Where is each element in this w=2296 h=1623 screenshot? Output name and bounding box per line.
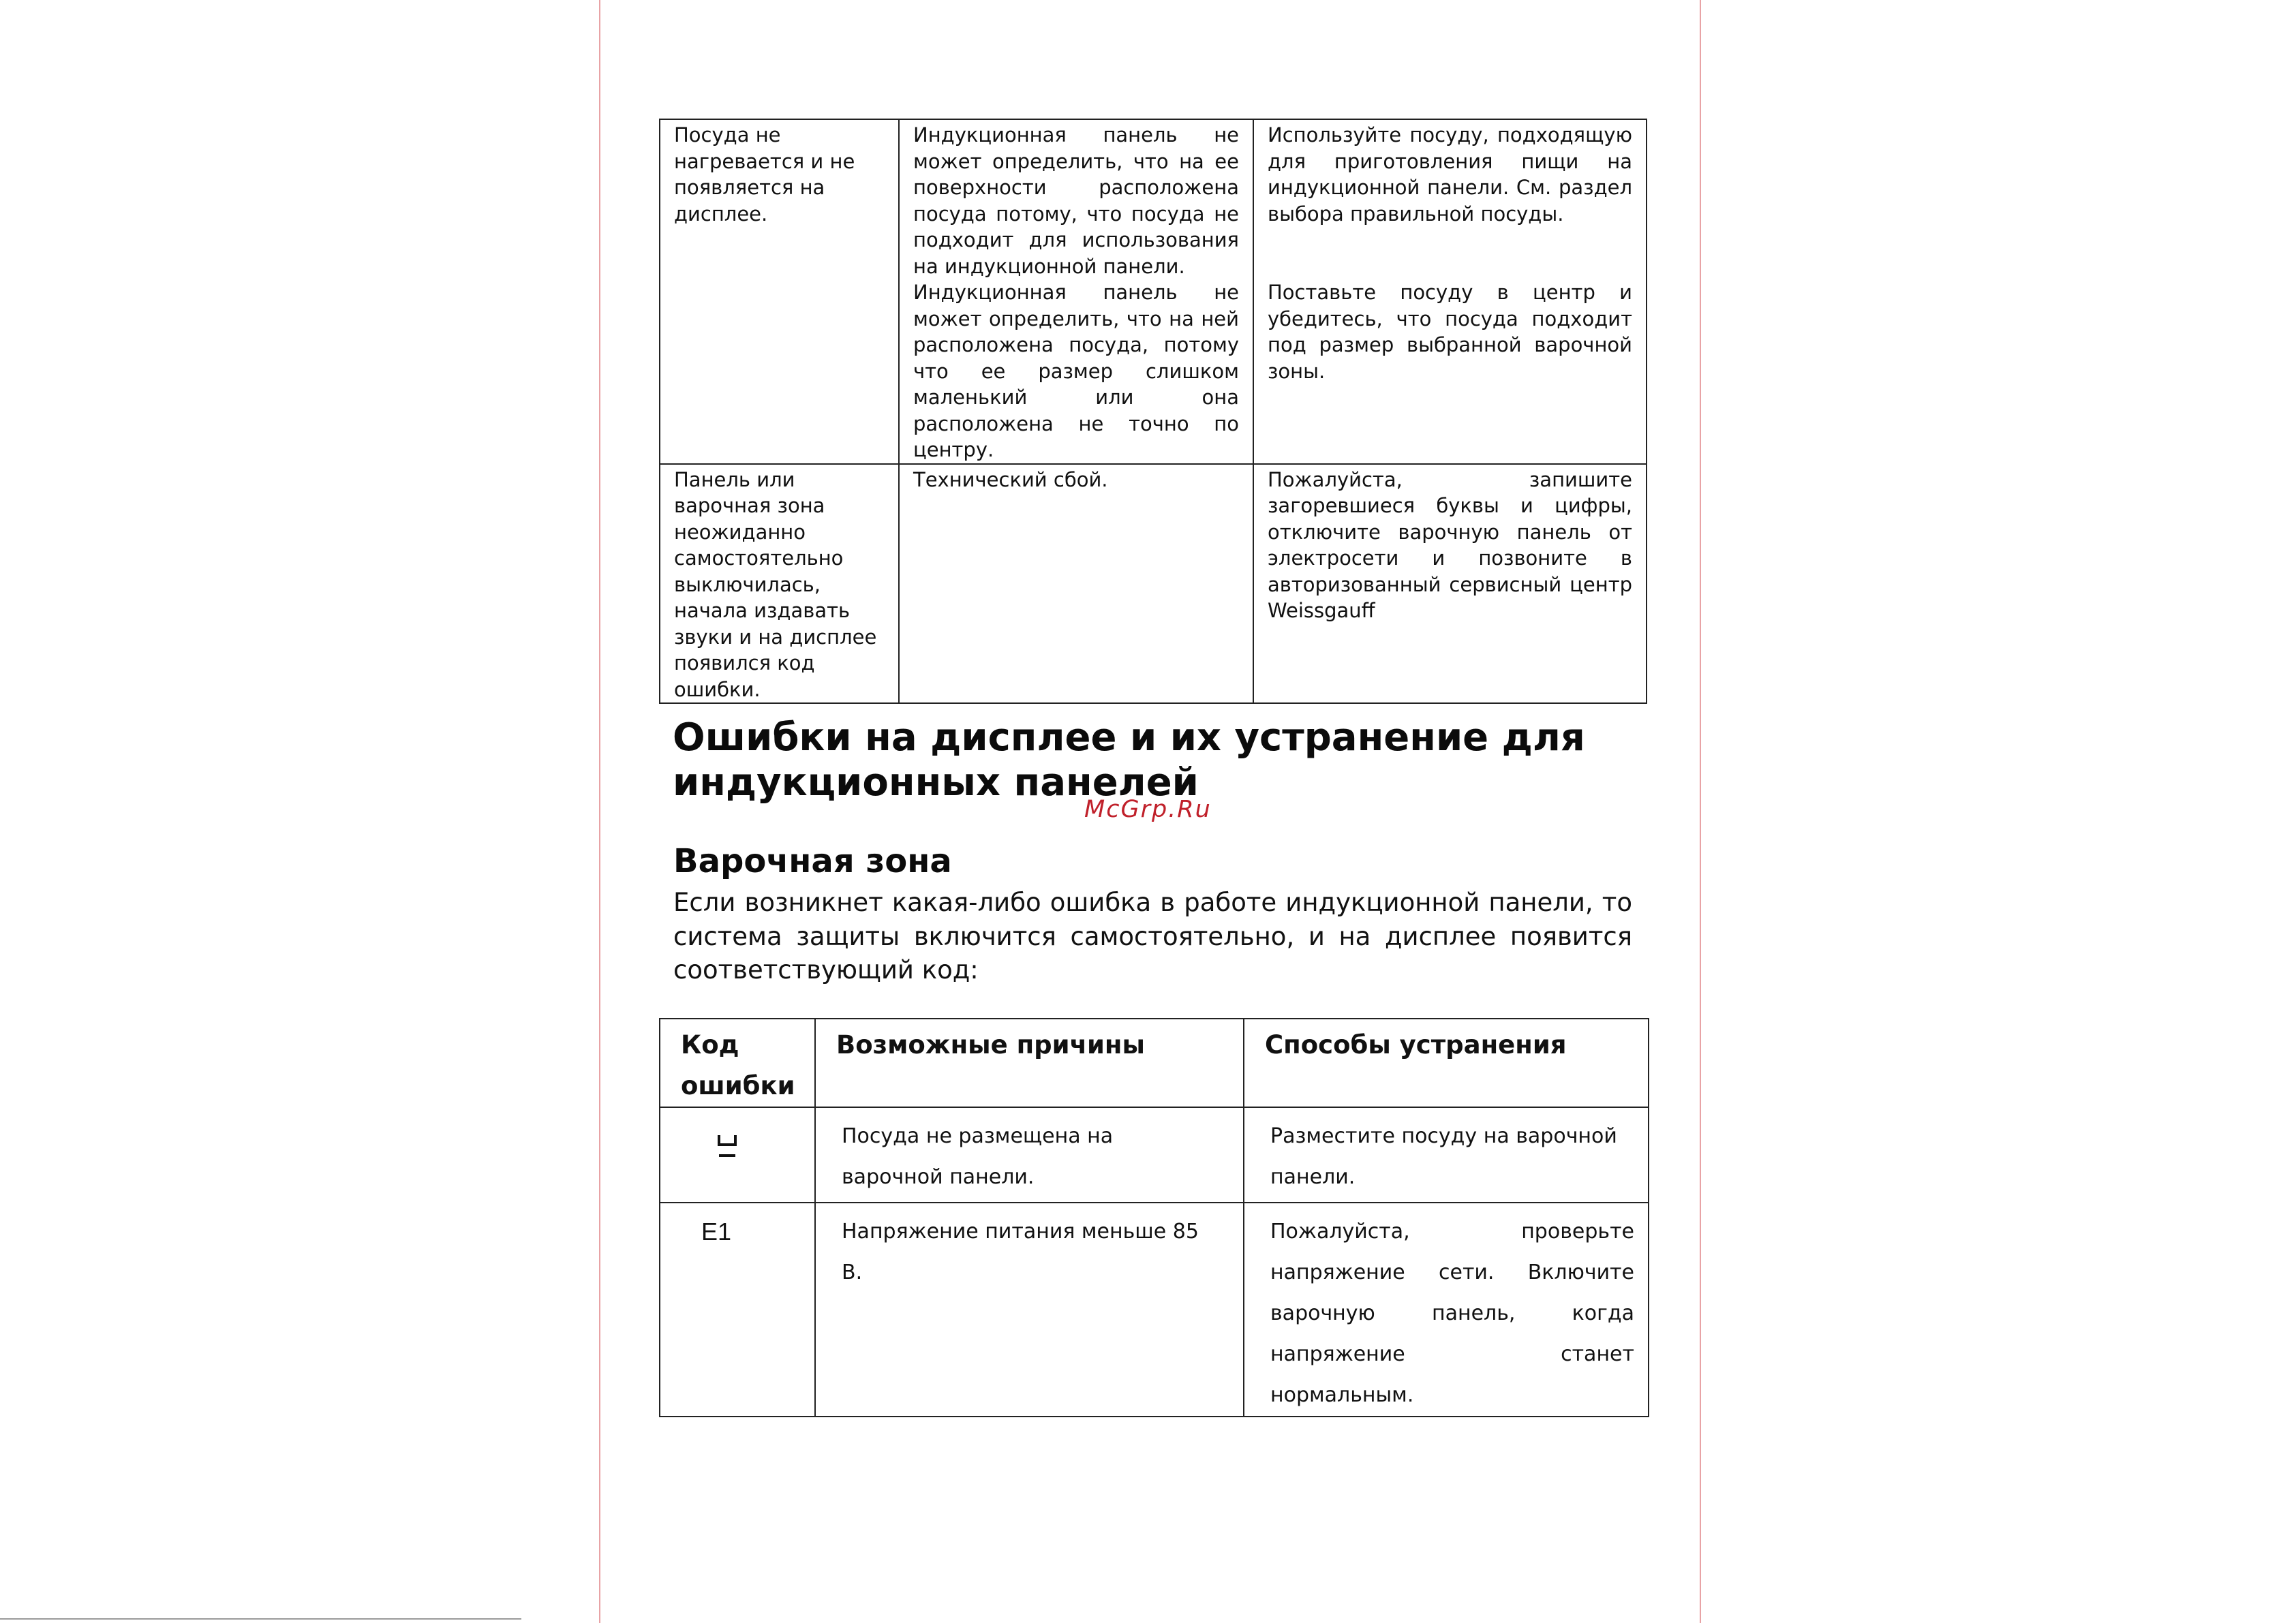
- table-row: [660, 464, 1647, 704]
- cause-cell: Напряжение питания меньше 85 В.: [815, 1203, 1244, 1417]
- solution-text: Поставьте посуду в центр и убедитесь, что посуда подходит под размер выбранной варочной зоны.: [1268, 281, 1632, 383]
- solution-cell: [1253, 464, 1647, 704]
- cause-text: Индукционная панель не может определить, что на ней расположена посуда, потому что ее размер слишком маленький или она расположена не точно по центру.: [913, 281, 1239, 461]
- intro-paragraph: Если возникнет какая-либо ошибка в работе индукционной панели, то система защиты включится самостоятельно, и на дисплее появится соответствующий код:: [673, 888, 1632, 985]
- seven-segment-u-icon: [715, 1128, 742, 1162]
- header-code: Код ошибки: [660, 1019, 815, 1107]
- header-solutions: Способы устранения: [1244, 1019, 1649, 1107]
- bottom-divider: [0, 1618, 521, 1620]
- error-code-cell: E1: [660, 1203, 815, 1417]
- subsection-title: Варочная зона: [673, 842, 952, 880]
- solution-cell: [1253, 119, 1647, 464]
- troubleshooting-table: [659, 119, 1647, 704]
- problem-text: Посуда не нагревается и не появляется на дисплее.: [674, 123, 855, 226]
- problem-text: Панель или варочная зона неожиданно самостоятельно выключилась, начала издавать звуки и на дисплее появился код ошибки.: [674, 467, 877, 701]
- cause-cell: [899, 119, 1253, 464]
- error-code-cell: [660, 1107, 815, 1203]
- problem-cell: [660, 119, 899, 464]
- table-row: [660, 1107, 1649, 1203]
- header-causes: Возможные причины: [815, 1019, 1244, 1107]
- error-code-table: [659, 1018, 1649, 1417]
- cause-cell: Посуда не размещена на варочной панели.: [815, 1107, 1244, 1203]
- solution-cell: Разместите посуду на варочной панели.: [1244, 1107, 1649, 1203]
- table-header-row: [660, 1019, 1649, 1107]
- table-row: [660, 119, 1647, 464]
- cause-text: Технический сбой.: [913, 467, 1108, 491]
- problem-cell: [660, 464, 899, 704]
- solution-text: Пожалуйста, запишите загоревшиеся буквы и цифры, отключите варочную панель от электросети и позвоните в авторизованный сервисный центр Weissgauff: [1268, 467, 1632, 622]
- section-title: Ошибки на дисплее и их устранение для индукционных панелей: [673, 715, 1585, 805]
- solution-text: Используйте посуду, подходящую для приготовления пищи на индукционной панели. См. раздел выбора правильной посуды.: [1268, 123, 1632, 226]
- cause-text: Индукционная панель не может определить, что на ее поверхности расположена посуда потому, что посуда не подходит для использования на индукционной панели.: [913, 123, 1239, 278]
- solution-cell: Пожалуйста, проверьте напряжение сети. Включите варочную панель, когда напряжение станет нормальным.: [1244, 1203, 1649, 1417]
- cause-cell: [899, 464, 1253, 704]
- table-row: [660, 1203, 1649, 1417]
- watermark: McGrp.Ru: [1084, 796, 1212, 823]
